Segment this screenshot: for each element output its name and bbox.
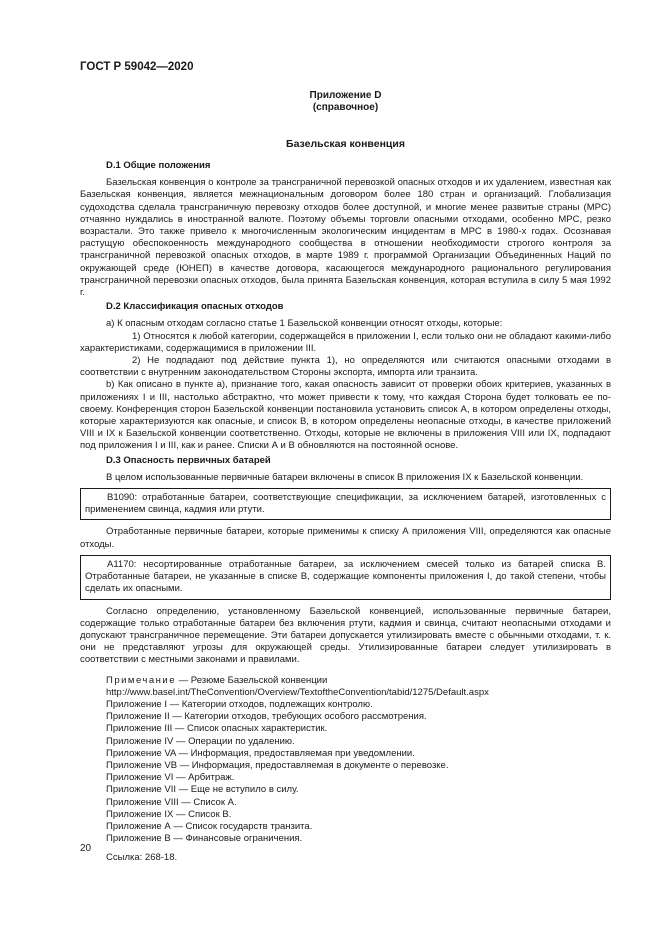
- note-block: [80, 675, 611, 846]
- annex-number: Приложение D: [309, 90, 382, 101]
- page-number: 20: [80, 843, 92, 854]
- section-d3-paragraph-2: Отработанные первичные батареи, которые применимы к списку А приложения VIII, определяются как опасные отходы.: [80, 526, 611, 550]
- note-line: Приложение VIII — Список А.: [106, 796, 237, 808]
- reference: Ссылка: 268-18.: [106, 852, 178, 864]
- section-d1-title: D.1 Общие положения: [106, 160, 211, 171]
- annex-status: (справочное): [312, 102, 379, 113]
- section-d2-item-1: 1) Относятся к любой категории, содержащейся в приложении I, если только они не обладают какими-либо характеристиками, содержащимися в приложении III.: [80, 330, 611, 354]
- annex-title: Базельская конвенция: [286, 138, 405, 150]
- note-line: Приложение VII — Еще не вступило в силу.: [106, 784, 299, 796]
- note-line: Приложение VI — Арбитраж.: [106, 772, 235, 784]
- note-line: Приложение II — Категории отходов, требующих особого рассмотрения.: [106, 711, 427, 723]
- section-d2-paragraph-b: b) Как описано в пункте а), признание того, какая опасность зависит от проверки обоих критериев, указанных в приложениях I и III, настолько абстрактно, что может привести к тому, что каждая Сторона будет толковать ее по-своему. Конференция сторон Базельской конвенции постановила установить список А, в котором определены отходы, которые характеризуются как опасные, и список В, в котором определены неопасные отходы, в качестве приложений VIII и IX к Базельской конвенции соответственно. Отходы, которые не включены в приложения VIII или IX, подпадают под приложения I и III, как и ранее. Списки А и В обновляются на постоянной основе.: [80, 379, 611, 452]
- note-header: [106, 675, 611, 687]
- note-summary: Резюме Базельской конвенции: [190, 674, 328, 686]
- section-d3-paragraph-3: Согласно определению, установленному Базельской конвенцией, использованные первичные батареи, содержащие только отработанные батареи без включения ртути, кадмия и свинца, считают неопасными отходами и допускают трансграничное перемещение. Эти батареи допускается утилизировать вместе с обычными отходами, т. к. они не представляют угрозы для окружающей среды. Утилизированные батареи следует утилизировать в соответствии с местными законами и правилами.: [80, 605, 611, 666]
- section-d3-paragraph-1: В целом использованные первичные батареи включены в список В приложения IX к Базельской конвенции.: [106, 471, 584, 483]
- list-b-entry-box: В1090: отработанные батареи, соответствующие спецификации, за исключением батарей, изготовленных с применением свинца, кадмия или ртути.: [80, 488, 611, 520]
- document-body: [80, 160, 611, 865]
- note-line: Приложение IV — Операции по удалению.: [106, 735, 295, 747]
- note-line: Приложение III — Список опасных характеристик.: [106, 723, 328, 735]
- section-d1-paragraph: Базельская конвенция о контроле за трансграничной перевозкой опасных отходов и их удалением, известная как Базельская конвенция, является межнациональным договором более 180 стран и организаций. Глобализация судоходства сделала трансграничную перевозку отходов более доступной, и многие менее развитые страны (MPC) отчаянно нуждались в иностранной валюте. Поэтому объемы торговли опасными отходами, особенно MPC, резко возрастали. Это также привело к многочисленным экологическим инцидентам в MPC в 1980-х годах. Осознавая растущую обеспокоенность международного сообщества в отношении необходимости строгого контроля за трансграничной перевозкой опасных отходов, в марте 1989 г. программой Организации Объединенных Наций по окружающей среде (ЮНЕП) в качестве договора, касающегося международного рационального регулирования трансграничной перевозки опасных отходов, была принята Базельская конвенция, которая вступила в силу 5 мая 1992 г.: [80, 177, 611, 299]
- section-d2-paragraph-a: а) К опасным отходам согласно статье 1 Базельской конвенции относят отходы, которые:: [106, 318, 503, 330]
- note-line: Приложение А — Список государств транзита.: [106, 820, 313, 832]
- note-line: Приложение В — Финансовые ограничения.: [106, 833, 303, 845]
- document-code: ГОСТ Р 59042—2020: [80, 61, 194, 73]
- note-line: Приложение I — Категории отходов, подлежащих контролю.: [106, 698, 373, 710]
- note-line: Приложение VA — Информация, предоставляемая при уведомлении.: [106, 747, 415, 759]
- list-a-entry-box: А1170: несортированные отработанные батареи, за исключением смесей только из батарей списка В. Отработанные батареи, не указанные в списке В, содержащие компоненты приложения I, до такой степени, чтобы сделать их опасными.: [80, 555, 611, 600]
- note-url: http://www.basel.int/TheConvention/Overview/TextoftheConvention/tabid/1275/Default.aspx: [106, 686, 489, 698]
- note-line: Приложение VB — Информация, предоставляемая в документе о перевозке.: [106, 759, 449, 771]
- section-d2-item-2: 2) Не подпадают под действие пункта 1), но определяются или считаются опасными отходами в соответствии с внутренним законодательством Стороны экспорта, импорта или транзита.: [80, 355, 611, 379]
- note-dash: —: [176, 674, 191, 686]
- section-d3-title: D.3 Опасность первичных батарей: [106, 454, 271, 466]
- note-label: Примечание: [106, 674, 176, 686]
- note-line: Приложение IX — Список В.: [106, 808, 232, 820]
- annex-heading: [80, 90, 611, 114]
- section-d2-title: D.2 Классификация опасных отходов: [106, 301, 284, 313]
